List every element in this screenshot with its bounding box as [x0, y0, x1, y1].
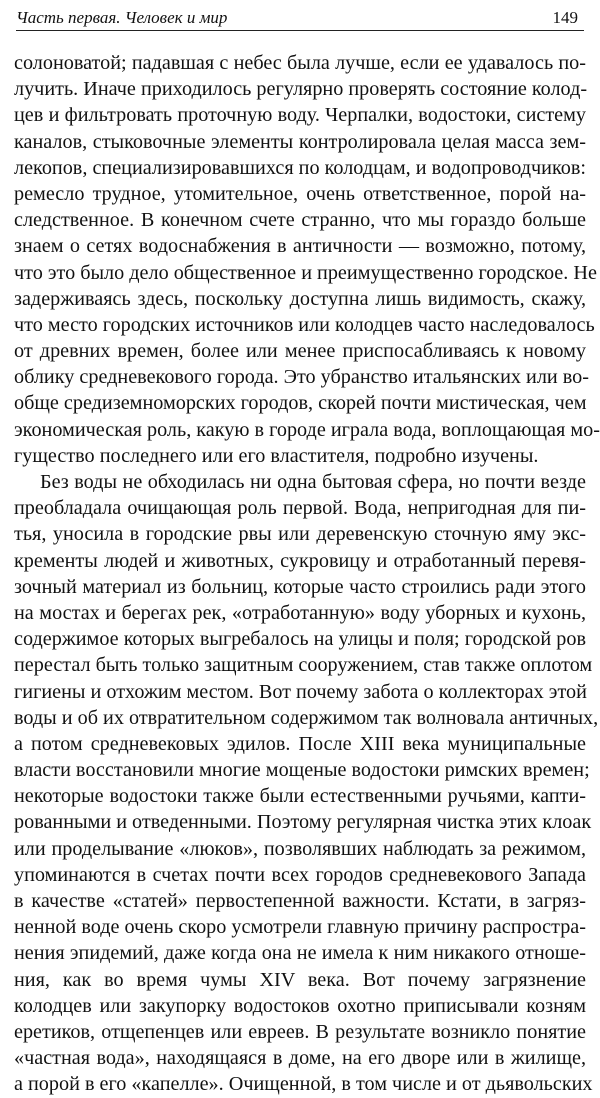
text-line: содержимое которых выгребалось на улицы и поля; городской ров — [14, 628, 586, 651]
running-head — [16, 8, 584, 31]
text-line: или проделывание «люков», позволявших наблюдать за режимом, — [14, 837, 586, 860]
paragraph — [14, 469, 599, 1098]
text-line: кременты людей и животных, сукровицу и отработанный перевя- — [14, 549, 586, 572]
text-line: лучить. Иначе приходилось регулярно проверять состояние колод- — [14, 78, 588, 101]
text-line: следственное. В конечном счете странно, что мы гораздо больше — [14, 209, 586, 232]
text-line: еретиков, отщепенцев или евреев. В результате возникло понятие — [14, 1020, 586, 1043]
text-line: лекопов, специализировавшихся по колодцам, и водопроводчиков: — [14, 156, 586, 179]
text-line: на мостах и берегах рек, «отработанную» воду уборных и кухонь, — [14, 601, 586, 624]
text-line: в качестве «статей» первостепенной важности. Кстати, в загряз- — [14, 890, 586, 912]
text-line: «частная вода», находящаяся в доме, на его дворе или в жилище, — [14, 1047, 586, 1070]
text-line: обще средиземноморских городов, скорей почти мистическая, чем — [14, 392, 587, 415]
text-line: знаем о сетях водоснабжения в античности — возможно, потому, — [14, 235, 586, 258]
text-line: что это было дело общественное и преимущественно городское. Не — [14, 261, 597, 284]
text-line: Без воды не обходилась ни одна бытовая сфера, но почти везде — [40, 471, 586, 493]
text-line: от древних времен, более или менее приспосабливаясь к новому — [14, 340, 586, 363]
page-number: 149 — [552, 8, 578, 27]
text-line: задерживаясь здесь, поскольку доступна лишь видимость, скажу, — [14, 287, 586, 310]
text-line: а порой в его «капелле». Очищенной, в том числе и от дьявольских — [14, 1073, 593, 1096]
text-line: ния, как во время чумы XIV века. Вот почему загрязнение — [14, 968, 586, 991]
running-title: Часть первая. Человек и мир — [16, 8, 228, 27]
text-line: облику средневекового города. Это убранство итальянских или во- — [14, 366, 589, 389]
text-line: воды и об их отвратительном содержимом так волновала античных, — [14, 706, 599, 729]
text-line: власти восстановили многие мощеные водостоки римских времен; — [14, 759, 590, 782]
text-line: ненной воде очень скоро усмотрели главную причину распростра- — [14, 916, 586, 939]
text-line: цев и фильтровать проточную воду. Черпалки, водостоки, систему — [14, 104, 586, 127]
text-line: ремесло трудное, утомительное, очень ответственное, порой на- — [14, 182, 586, 205]
text-line: а потом средневековых эдилов. После XIII века муниципальные — [14, 732, 586, 755]
text-line: нения эпидемий, даже когда она не имела к ним никакого отноше- — [14, 942, 586, 965]
text-line: некоторые водостоки также были естественными ручьями, капти- — [14, 785, 586, 808]
text-line: гущество последнего или его властителя, подробно изучены. — [14, 444, 539, 467]
text-line: солоноватой; падавшая с небес была лучше, если ее удавалось по- — [14, 52, 586, 74]
text-line: колодцев или закупорку водостоков охотно приписывали козням — [14, 994, 586, 1017]
text-line: гигиены и отхожим местом. Вот почему забота о коллекторах этой — [14, 680, 587, 703]
text-line: перестал быть только защитным сооружением, став также оплотом — [14, 654, 593, 677]
text-line: экономическая роль, какую в городе играла вода, воплощающая мо- — [14, 418, 600, 441]
text-line: что место городских источников или колодцев часто наследовалось — [14, 313, 595, 336]
text-line: зочный материал из больниц, которые часто строились ради этого — [14, 575, 586, 598]
text-line: упоминаются в счетах почти всех городов средневекового Запада — [14, 863, 586, 886]
paragraph — [14, 50, 600, 469]
text-line: тья, уносила в городские рвы или деревенскую сточную яму экс- — [14, 523, 586, 546]
text-line: рованными и отведенными. Поэтому регулярная чистка этих клоак — [14, 811, 592, 834]
body-text — [14, 50, 600, 1098]
text-line: преобладала очищающая роль первой. Вода, непригодная для пи- — [14, 497, 586, 520]
text-line: каналов, стыковочные элементы контролировала целая масса зем- — [14, 130, 586, 153]
